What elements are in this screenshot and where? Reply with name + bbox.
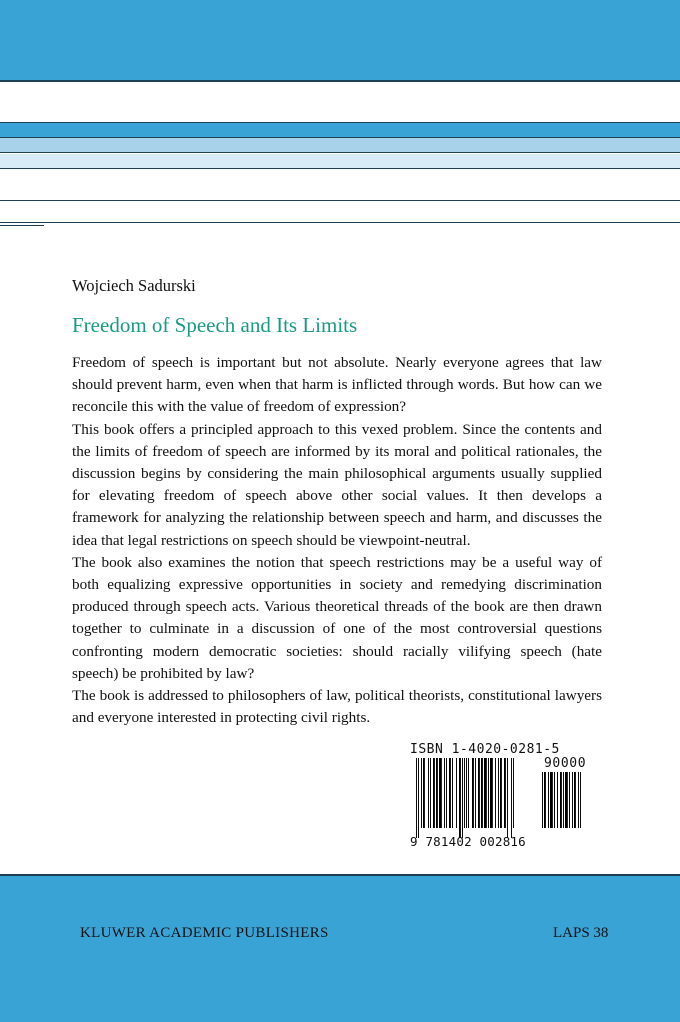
barcode-bar: [423, 758, 425, 828]
barcode-bar: [446, 758, 447, 828]
barcode-bar: [436, 758, 438, 828]
barcode-bar: [416, 758, 417, 838]
barcode-bar: [430, 758, 431, 828]
series-label: LAPS 38: [553, 925, 609, 941]
barcode-bar: [563, 772, 564, 828]
barcode-bar: [421, 758, 422, 828]
barcode-bar: [548, 772, 549, 828]
barcode-addon-bars: [542, 772, 592, 838]
barcode-bar: [507, 758, 508, 838]
barcode-bar: [488, 758, 489, 828]
blurb-paragraph: The book is addressed to philosophers of law, political theorists, constitutional lawyers and everyone interested in protecting civil rights.: [72, 687, 602, 727]
barcode-bar: [418, 758, 419, 838]
blurb-text: [72, 352, 602, 729]
barcode-bar: [574, 772, 576, 828]
barcode-bar: [484, 758, 487, 828]
barcode-bar: [444, 758, 445, 828]
blurb-paragraph: Freedom of speech is important but not absolute. Nearly everyone agrees that law should prevent harm, even when that harm is inflicted through words. But how can we reconcile this with the value of freedom of expression?: [72, 354, 602, 416]
top-color-band: [0, 0, 680, 82]
barcode-bar: [569, 772, 570, 828]
blurb-paragraph: This book offers a principled approach to this vexed problem. Since the contents and the limits of freedom of speech are informed by its moral and political rationales, the discussion begins by considering the main philosophical arguments usually supplied for elevating freedom of speech above other social values. It then develops a framework for analyzing the relationship between speech and harm, and discusses the idea that legal restrictions on speech should be viewpoint-neutral.: [72, 420, 602, 549]
barcode-addon-number: 90000: [544, 756, 587, 771]
barcode-bar: [498, 758, 499, 828]
barcode-bar: [452, 758, 453, 828]
barcode-bar: [464, 758, 465, 828]
barcode-bar: [456, 758, 457, 828]
barcode-bar: [459, 758, 461, 838]
barcode-bar: [554, 772, 555, 828]
decorative-rule: [0, 222, 680, 223]
barcode-bar: [495, 758, 496, 828]
barcode-bar: [433, 758, 435, 828]
barcode-bar: [481, 758, 483, 828]
barcode-bar: [544, 772, 546, 828]
barcode: [410, 742, 600, 854]
barcode-bar: [490, 758, 493, 828]
barcode-bar: [504, 758, 506, 828]
barcode-bar: [560, 772, 562, 828]
barcode-bar: [542, 772, 543, 828]
book-title: Freedom of Speech and Its Limits: [72, 313, 358, 337]
barcode-bar: [557, 772, 558, 828]
decorative-stripe: [0, 122, 680, 138]
barcode-bars: [416, 758, 536, 838]
barcode-bar: [478, 758, 480, 828]
ean-number: 9 781402 002816: [410, 834, 526, 849]
barcode-bar: [462, 758, 463, 838]
barcode-bar: [466, 758, 467, 828]
barcode-bar: [500, 758, 502, 828]
author-name: Wojciech Sadurski: [72, 276, 196, 295]
decorative-rule: [0, 200, 680, 201]
barcode-bar: [511, 758, 512, 838]
barcode-bar: [449, 758, 451, 828]
blurb-paragraph: The book also examines the notion that speech restrictions may be a useful way of both equalizing expressive opportunities in society and remedying discrimination produced through speech acts. Various theoretical threads of the book are then drawn together to culminate in a discussion of one of the most controversial questions confronting modern democratic societies: should racially vilifying speech (hate speech) be prohibited by law?: [72, 553, 602, 682]
publisher-name: KLUWER ACADEMIC PUBLISHERS: [80, 925, 329, 941]
decorative-stripe: [0, 154, 680, 169]
decorative-stripe: [0, 138, 680, 153]
barcode-bar: [572, 772, 573, 828]
barcode-bar: [468, 758, 469, 828]
bottom-color-band: [0, 874, 680, 1022]
isbn-label: ISBN 1-4020-0281-5: [410, 742, 560, 757]
barcode-bar: [513, 758, 514, 828]
barcode-bar: [565, 772, 568, 828]
barcode-bar: [472, 758, 474, 828]
barcode-bar: [475, 758, 476, 828]
barcode-bar: [580, 772, 581, 828]
barcode-bar: [578, 772, 579, 828]
barcode-bar: [439, 758, 442, 828]
barcode-bar: [428, 758, 429, 828]
decorative-rule: [0, 225, 44, 226]
barcode-bar: [550, 772, 553, 828]
